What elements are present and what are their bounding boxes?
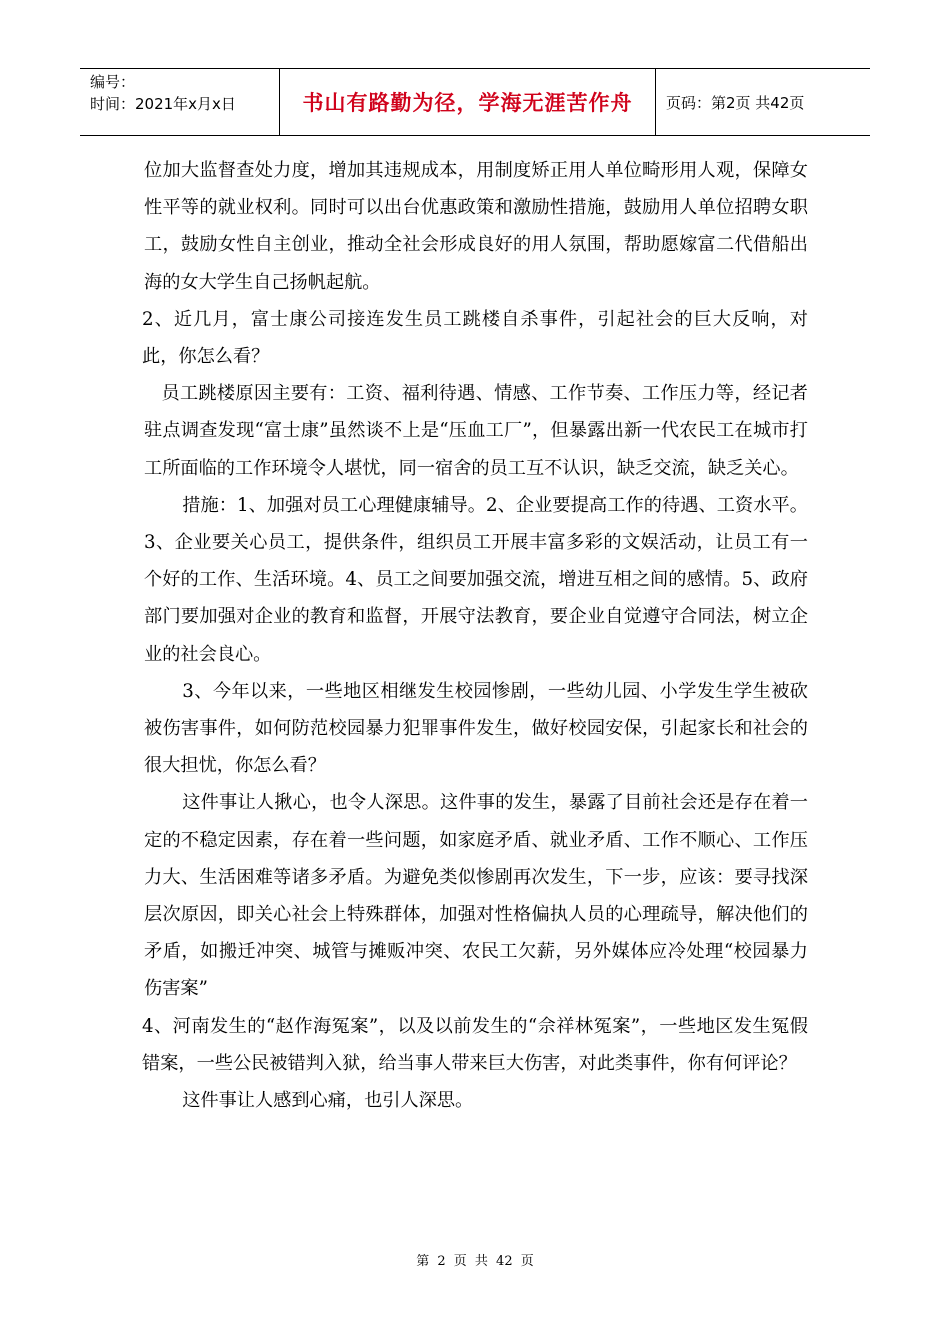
- paragraph: 位加大监督查处力度，增加其违规成本，用制度矫正用人单位畸形用人观，保障女性平等的就业权利。同时可以出台优惠政策和激励性措施，鼓励用人单位招聘女职工，鼓励女性自主创业，推动全社会形成良好的用人氛围，帮助愿嫁富二代借船出海的女大学生自己扬帆起航。: [144, 160, 808, 293]
- header-table: [80, 68, 870, 136]
- question-paragraph: 3、今年以来，一些地区相继发生校园惨剧，一些幼儿园、小学发生学生被砍被伤害事件，如何防范校园暴力犯罪事件发生，做好校园安保，引起家长和社会的很大担忧，你怎么看？: [144, 680, 808, 777]
- paragraph: 这件事让人揪心，也令人深思。这件事的发生，暴露了目前社会还是存在着一定的不稳定因素，存在着一些问题，如家庭矛盾、就业矛盾、工作不顺心、工作压力大、生活困难等诸多矛盾。为避免类似惨剧再次发生，下一步，应该：要寻找深层次原因，即关心社会上特殊群体，加强对性格偏执人员的心理疏导，解决他们的矛盾，如搬迁冲突、城管与摊贩冲突、农民工欠薪，另外媒体应冷处理“校园暴力伤害案”: [144, 792, 808, 1000]
- date-label: 时间：2021年x月x日: [90, 95, 236, 113]
- page-label: 页码：第2页 共42页: [666, 93, 805, 112]
- paragraph: 员工跳楼原因主要有：工资、福利待遇、情感、工作节奏、工作压力等，经记者驻点调查发现“富士康”虽然谈不上是“压血工厂”，但暴露出新一代农民工在城市打工所面临的工作环境令人堪忧，同一宿舍的员工互不认识，缺乏交流，缺乏关心。: [144, 383, 808, 479]
- document-body: [144, 152, 808, 1119]
- question-paragraph: 4、河南发生的“赵作海冤案”，以及以前发生的“佘祥林冤案”，一些地区发生冤假错案，一些公民被错判入狱，给当事人带来巨大伤害，对此类事件，你有何评论？: [142, 1015, 808, 1074]
- paragraph: 这件事让人感到心痛，也引人深思。: [182, 1090, 474, 1112]
- question-paragraph: 2、近几月，富士康公司接连发生员工跳楼自杀事件，引起社会的巨大反响，对此，你怎么看？: [142, 308, 808, 368]
- header-page-cell: [656, 69, 870, 135]
- motto: 书山有路勤为径，学海无涯苦作舟: [302, 91, 633, 115]
- number-label: 编号：: [90, 73, 136, 91]
- paragraph: 措施：1、加强对员工心理健康辅导。2、企业要提高工作的待遇、工资水平。3、企业要关心员工，提供条件，组织员工开展丰富多彩的文娱活动，让员工有一个好的工作、生活环境。4、员工之间要加强交流，增进互相之间的感情。5、政府部门要加强对企业的教育和监督，开展守法教育，要企业自觉遵守合同法，树立企业的社会良心。: [144, 494, 808, 665]
- page-footer: 第 2 页 共 42 页: [416, 1254, 534, 1269]
- header-left-cell: [80, 69, 280, 135]
- header-motto-cell: [280, 69, 656, 135]
